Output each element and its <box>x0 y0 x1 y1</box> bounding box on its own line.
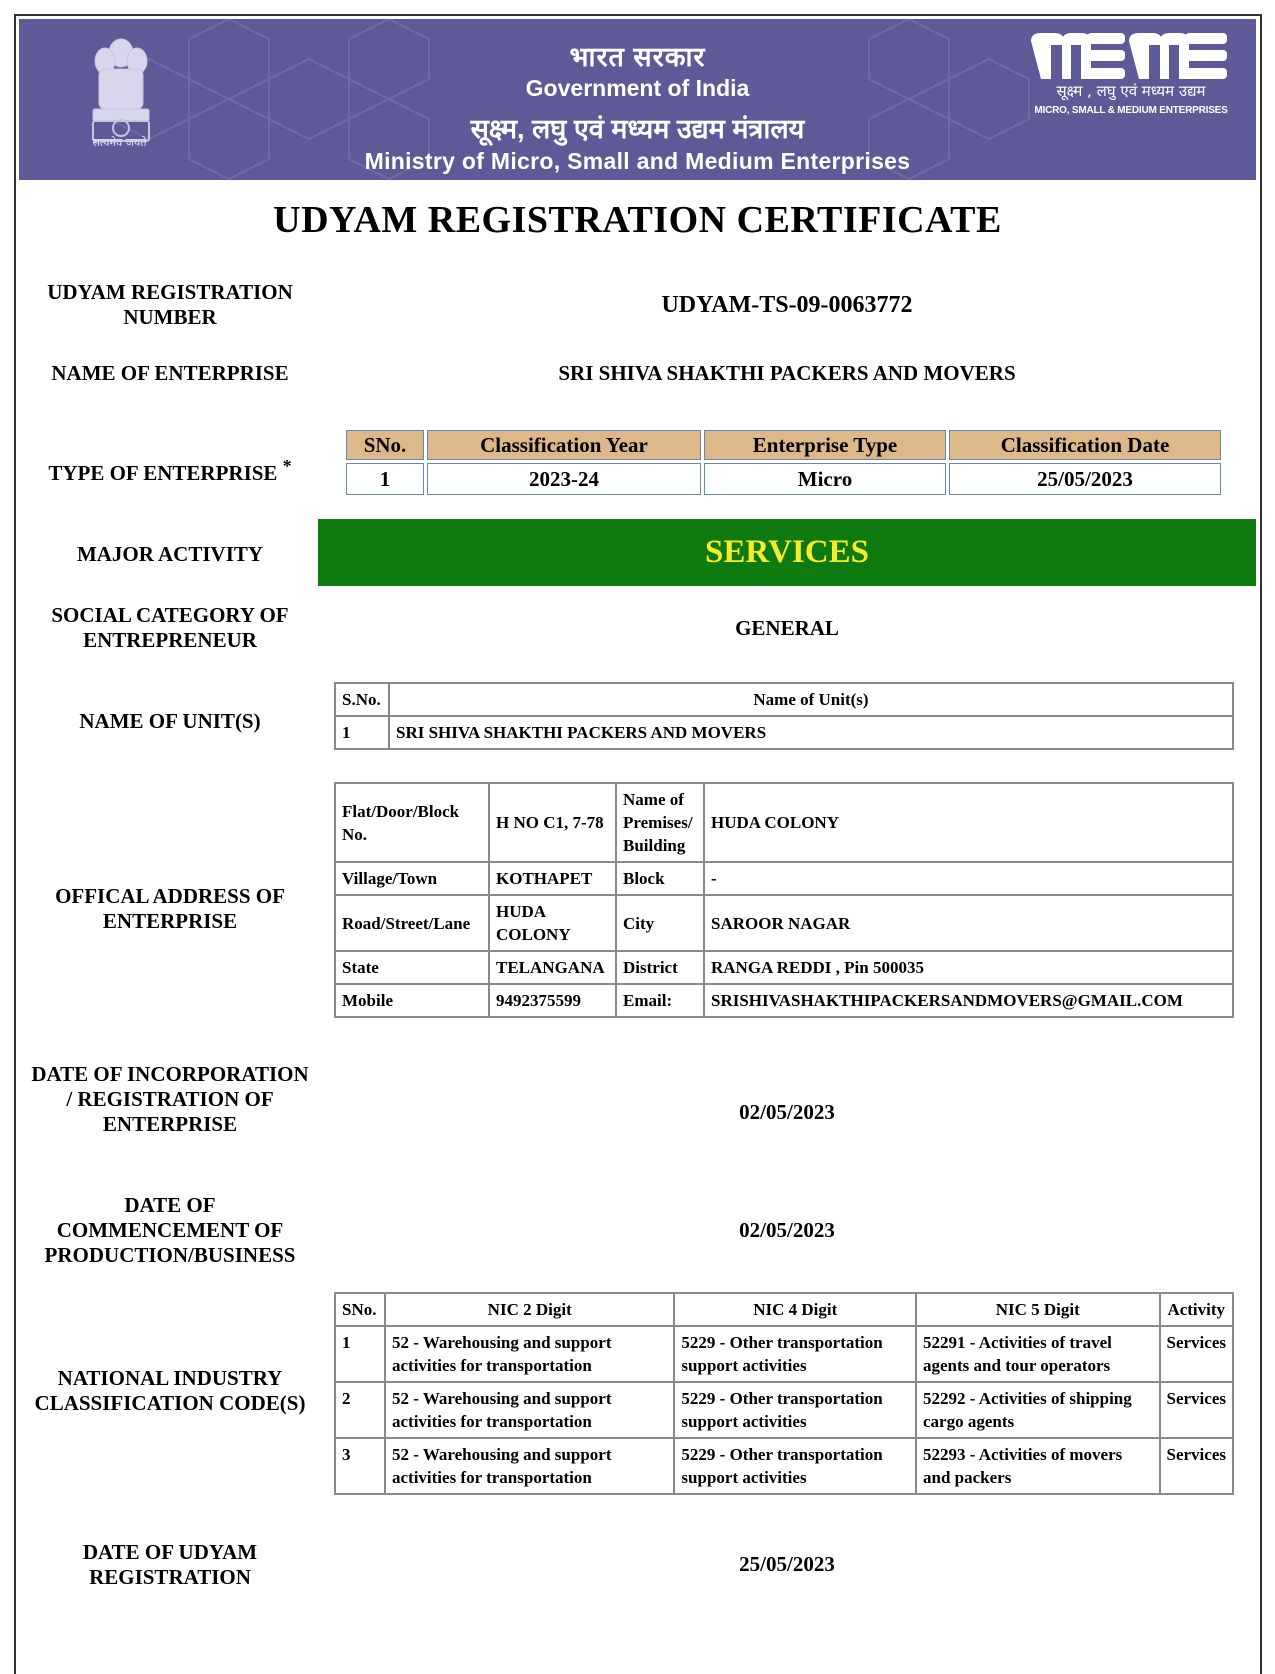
government-banner <box>19 19 1256 180</box>
table-cell: SRI SHIVA SHAKTHI PACKERS AND MOVERS <box>389 716 1233 749</box>
road-label: Road/Street/Lane <box>335 895 489 951</box>
table-row <box>335 862 1233 895</box>
village-label: Village/Town <box>335 862 489 895</box>
table-cell: 3 <box>335 1438 385 1494</box>
table-header: Enterprise Type <box>704 430 946 460</box>
table-cell: Services <box>1160 1438 1233 1494</box>
udyam-date-label: DATE OF UDYAM REGISTRATION <box>82 1540 258 1589</box>
enterprise-name-value: SRI SHIVA SHAKTHI PACKERS AND MOVERS <box>558 361 1016 385</box>
major-activity-banner: SERVICES <box>318 519 1256 586</box>
incorporation-value: 02/05/2023 <box>739 1100 835 1124</box>
table-header: Name of Unit(s) <box>389 683 1233 716</box>
table-header-row <box>335 1293 1233 1326</box>
table-cell: 1 <box>335 716 389 749</box>
table-row <box>335 1438 1233 1494</box>
table-cell: 52291 - Activities of travel agents and tour operators <box>916 1326 1160 1382</box>
enterprise-type-label: TYPE OF ENTERPRISE * <box>48 456 292 485</box>
district-value: RANGA REDDI , Pin 500035 <box>704 951 1233 984</box>
table-header-row <box>335 683 1233 716</box>
district-label: District <box>616 951 704 984</box>
major-activity-label: MAJOR ACTIVITY <box>76 542 264 566</box>
table-header: SNo. <box>346 430 424 460</box>
block-label: Block <box>616 862 704 895</box>
banner-ministry: Ministry of Micro, Small and Medium Enterprises <box>364 148 911 174</box>
table-row <box>335 716 1233 749</box>
udyam-date-value: 25/05/2023 <box>739 1552 835 1576</box>
city-value: SAROOR NAGAR <box>704 895 1233 951</box>
state-value: TELANGANA <box>489 951 616 984</box>
table-cell: Services <box>1160 1326 1233 1382</box>
table-header: S.No. <box>335 683 389 716</box>
reg-number-value: UDYAM-TS-09-0063772 <box>661 292 913 318</box>
table-row <box>335 951 1233 984</box>
address-label: OFFICAL ADDRESS OF ENTERPRISE <box>55 884 285 933</box>
table-header: NIC 2 Digit <box>385 1293 674 1326</box>
commencement-label: DATE OF COMMENCEMENT OF PRODUCTION/BUSINESS <box>44 1193 296 1267</box>
units-label: NAME OF UNIT(S) <box>79 709 261 733</box>
state-label: State <box>335 951 489 984</box>
banner-hindi-ministry: सूक्ष्म, लघु एवं मध्यम उद्यम मंत्रालय <box>470 114 805 144</box>
table-header-row <box>346 430 1221 460</box>
city-label: City <box>616 895 704 951</box>
table-cell: 1 <box>335 1326 385 1382</box>
table-header: SNo. <box>335 1293 385 1326</box>
address-table <box>334 782 1234 1018</box>
msme-english-tagline: MICRO, SMALL & MEDIUM ENTERPRISES <box>1034 105 1228 116</box>
incorporation-label: DATE OF INCORPORATION / REGISTRATION OF ENTERPRISE <box>31 1062 309 1136</box>
table-cell: 52 - Warehousing and support activities for transportation <box>385 1326 674 1382</box>
table-header: Classification Date <box>949 430 1221 460</box>
table-row <box>335 1326 1233 1382</box>
table-row <box>335 1382 1233 1438</box>
table-header: Activity <box>1160 1293 1233 1326</box>
flat-label: Flat/Door/Block No. <box>335 783 489 862</box>
table-cell: Services <box>1160 1382 1233 1438</box>
msme-hindi-tagline: सूक्ष्म , लघु एवं मध्यम उद्यम <box>1056 82 1206 100</box>
mobile-value: 9492375599 <box>489 984 616 1017</box>
table-cell: 5229 - Other transportation support activities <box>674 1326 916 1382</box>
enterprise-name-label: NAME OF ENTERPRISE <box>51 361 289 385</box>
table-cell: Micro <box>704 463 946 495</box>
table-row <box>335 984 1233 1017</box>
commencement-value: 02/05/2023 <box>739 1218 835 1242</box>
table-row <box>335 895 1233 951</box>
table-cell: 52 - Warehousing and support activities for transportation <box>385 1438 674 1494</box>
premises-label: Name of Premises/ Building <box>616 783 704 862</box>
units-table <box>334 682 1234 750</box>
table-header: Classification Year <box>427 430 701 460</box>
emblem-motto: सत्यमेव जयते <box>92 136 147 149</box>
table-cell: 52293 - Activities of movers and packers <box>916 1438 1160 1494</box>
enterprise-type-table <box>343 427 1224 498</box>
road-value: HUDA COLONY <box>489 895 616 951</box>
banner-hindi-title: भारत सरकार <box>569 42 706 72</box>
certificate-title: UDYAM REGISTRATION CERTIFICATE <box>273 199 1002 241</box>
table-cell: 52 - Warehousing and support activities for transportation <box>385 1382 674 1438</box>
asterisk: * <box>282 456 292 476</box>
premises-value: HUDA COLONY <box>704 783 1233 862</box>
email-label: Email: <box>616 984 704 1017</box>
table-cell: 2 <box>335 1382 385 1438</box>
banner-government: Government of India <box>525 75 750 101</box>
table-cell: 2023-24 <box>427 463 701 495</box>
mobile-label: Mobile <box>335 984 489 1017</box>
block-value: - <box>704 862 1233 895</box>
nic-table <box>334 1292 1234 1495</box>
table-header: NIC 4 Digit <box>674 1293 916 1326</box>
table-cell: 1 <box>346 463 424 495</box>
table-header: NIC 5 Digit <box>916 1293 1160 1326</box>
social-category-label: SOCIAL CATEGORY OF ENTREPRENEUR <box>51 603 289 652</box>
table-row <box>335 783 1233 862</box>
table-cell: 25/05/2023 <box>949 463 1221 495</box>
village-value: KOTHAPET <box>489 862 616 895</box>
table-cell: 52292 - Activities of shipping cargo agents <box>916 1382 1160 1438</box>
reg-number-label: UDYAM REGISTRATION NUMBER <box>47 280 293 329</box>
nic-label: NATIONAL INDUSTRY CLASSIFICATION CODE(S) <box>34 1366 306 1415</box>
msme-logo <box>1031 33 1227 79</box>
social-category-value: GENERAL <box>735 616 839 640</box>
table-cell: 5229 - Other transportation support activities <box>674 1382 916 1438</box>
table-cell: 5229 - Other transportation support activities <box>674 1438 916 1494</box>
email-value: SRISHIVASHAKTHIPACKERSANDMOVERS@GMAIL.COM <box>704 984 1233 1017</box>
flat-value: H NO C1, 7-78 <box>489 783 616 862</box>
table-row <box>346 463 1221 495</box>
